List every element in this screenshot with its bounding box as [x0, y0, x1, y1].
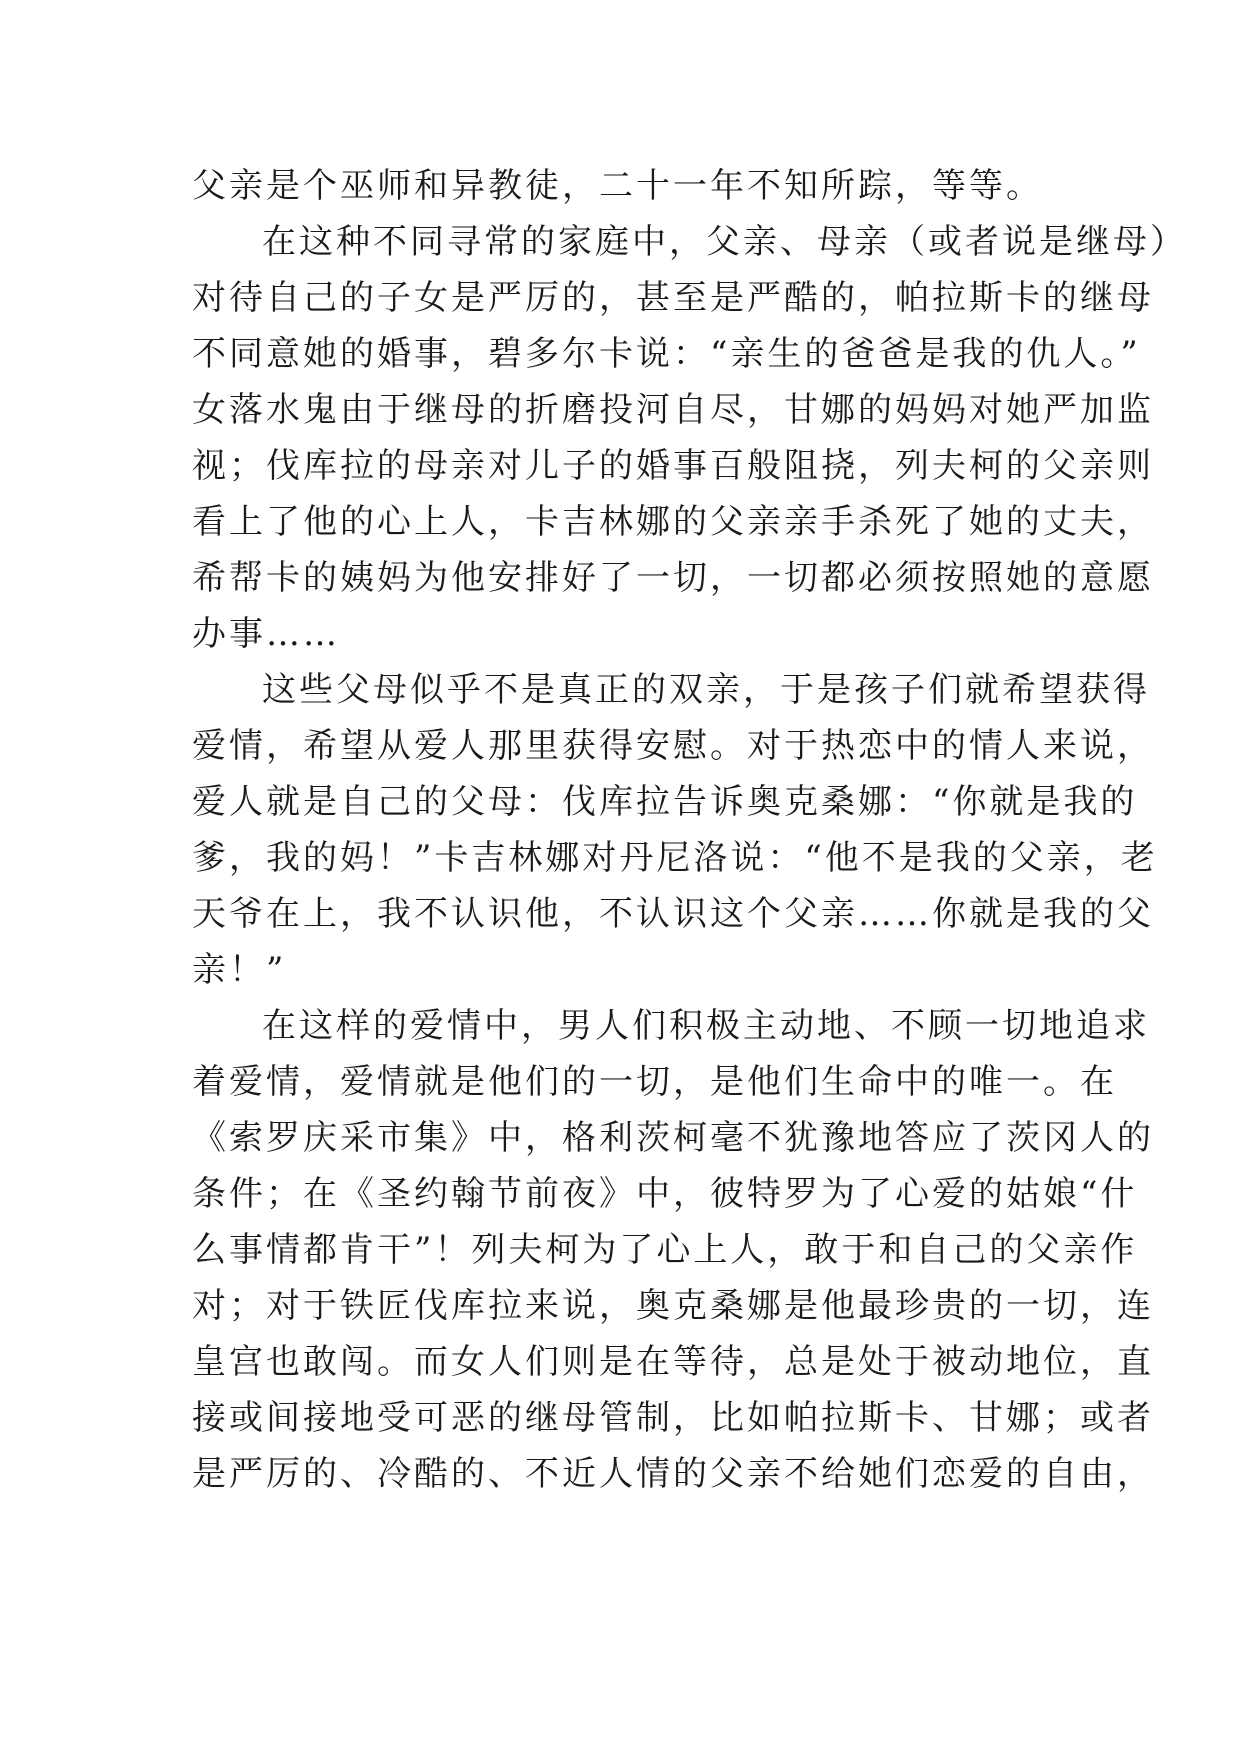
text-line: 是严厉的、冷酷的、不近人情的父亲不给她们恋爱的自由， [192, 1454, 1154, 1494]
body-text [192, 158, 1187, 1502]
text-line: 在这样的爱情中，男人们积极主动地、不顾一切地追求 [262, 1006, 1150, 1046]
text-line: 办事…… [192, 614, 340, 654]
text-line: 希帮卡的姨妈为他安排好了一切，一切都必须按照她的意愿 [192, 558, 1154, 598]
text-line: 不同意她的婚事，碧多尔卡说：“亲生的爸爸是我的仇人。” [192, 334, 1141, 374]
text-line: 着爱情，爱情就是他们的一切，是他们生命中的唯一。在 [192, 1062, 1117, 1102]
text-line: 爹，我的妈！”卡吉林娜对丹尼洛说：“他不是我的父亲，老 [192, 838, 1158, 878]
text-line: 么事情都肯干”！列夫柯为了心上人，敢于和自己的父亲作 [192, 1230, 1138, 1270]
text-line: 女落水鬼由于继母的折磨投河自尽，甘娜的妈妈对她严加监 [192, 390, 1154, 430]
text-line: 对；对于铁匠伐库拉来说，奥克桑娜是他最珍贵的一切，连 [192, 1286, 1154, 1326]
text-line: 条件；在《圣约翰节前夜》中，彼特罗为了心爱的姑娘“什 [192, 1174, 1138, 1214]
text-line: 接或间接地受可恶的继母管制，比如帕拉斯卡、甘娜；或者 [192, 1398, 1154, 1438]
text-line: 天爷在上，我不认识他，不认识这个父亲……你就是我的父 [192, 894, 1154, 934]
text-line: 爱人就是自己的父母：伐库拉告诉奥克桑娜：“你就是我的 [192, 782, 1138, 822]
text-line: 这些父母似乎不是真正的双亲，于是孩子们就希望获得 [262, 670, 1150, 710]
text-line: 父亲是个巫师和异教徒，二十一年不知所踪，等等。 [192, 166, 1043, 206]
text-line: 亲！” [192, 950, 287, 990]
text-line: 《索罗庆采市集》中，格利茨柯毫不犹豫地答应了茨冈人的 [192, 1118, 1154, 1158]
text-line: 皇宫也敢闯。而女人们则是在等待，总是处于被动地位，直 [192, 1342, 1154, 1382]
text-line: 爱情，希望从爱人那里获得安慰。对于热恋中的情人来说， [192, 726, 1154, 766]
text-line: 在这种不同寻常的家庭中，父亲、母亲（或者说是继母） [262, 222, 1187, 262]
text-line: 看上了他的心上人，卡吉林娜的父亲亲手杀死了她的丈夫， [192, 502, 1154, 542]
text-line: 视；伐库拉的母亲对儿子的婚事百般阻挠，列夫柯的父亲则 [192, 446, 1154, 486]
text-line: 对待自己的子女是严厉的，甚至是严酷的，帕拉斯卡的继母 [192, 278, 1154, 318]
